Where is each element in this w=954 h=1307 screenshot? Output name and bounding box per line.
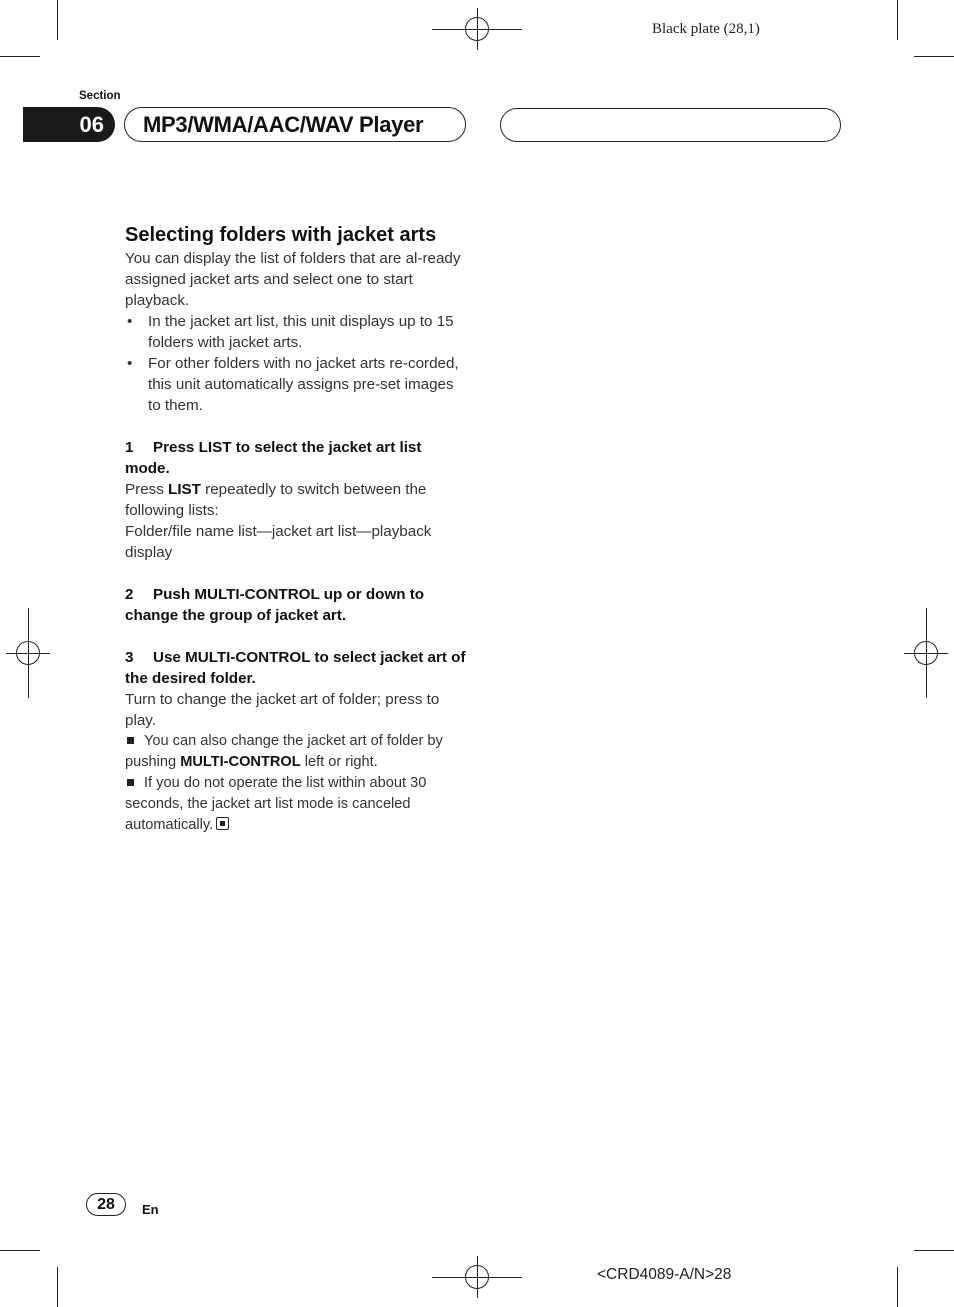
list-item <box>125 353 470 416</box>
intro-paragraph: You can display the list of folders that are al-ready assigned jacket arts and select one to start playback. <box>125 250 461 309</box>
end-of-section-icon <box>216 817 229 830</box>
note-square-icon <box>127 779 134 786</box>
registration-circle-icon <box>465 1265 489 1289</box>
section-number-tab <box>23 107 115 142</box>
step-1-title <box>125 437 470 479</box>
step-title-text: Press LIST to select the jacket art list mode. <box>125 439 422 477</box>
crop-mark <box>0 56 40 57</box>
crop-mark <box>914 56 954 57</box>
registration-circle-icon <box>16 641 40 665</box>
registration-circle-icon <box>465 17 489 41</box>
step-title-text: Use MULTI-CONTROL to select jacket art of the desired folder. <box>125 649 466 687</box>
section-heading: Selecting folders with jacket arts <box>125 224 437 246</box>
step-3-body: Turn to change the jacket art of folder; press to play. <box>125 691 440 729</box>
crop-mark <box>914 1250 954 1251</box>
plate-label: Black plate (28,1) <box>652 21 760 37</box>
step-number: 3 <box>125 649 134 666</box>
page-title-text: MP3/WMA/AAC/WAV Player <box>143 111 424 137</box>
key-name: MULTI-CONTROL <box>180 754 301 770</box>
crop-mark <box>897 1267 898 1307</box>
crop-mark <box>0 1250 40 1251</box>
crop-mark <box>57 0 58 40</box>
step-2-title <box>125 584 470 626</box>
section-label: Section <box>79 90 121 102</box>
bullet-text: In the jacket art list, this unit displays up to 15 folders with jacket arts. <box>148 313 454 351</box>
step-3-title <box>125 647 470 689</box>
step-1-body <box>125 479 470 521</box>
step-number: 2 <box>125 586 134 603</box>
note-text: You can also change the jacket art of folder by pushing <box>125 733 443 770</box>
bullet-text: For other folders with no jacket arts re-corded, this unit automatically assigns pre-set images to them. <box>148 355 459 414</box>
note-text: If you do not operate the list within about 30 seconds, the jacket art list mode is canceled automatically. <box>125 775 427 833</box>
key-name: LIST <box>168 481 201 498</box>
note-2 <box>125 773 470 836</box>
bullet-icon: • <box>127 313 133 330</box>
page-number: 28 <box>97 1195 115 1213</box>
step-1-sequence: Folder/file name list—jacket art list—playback display <box>125 523 432 561</box>
registration-circle-icon <box>914 641 938 665</box>
language-label: En <box>142 1202 159 1217</box>
crop-mark <box>897 0 898 40</box>
step-number: 1 <box>125 439 134 456</box>
bullet-icon: • <box>127 355 133 372</box>
note-square-icon <box>127 737 134 744</box>
crop-mark <box>57 1267 58 1307</box>
note-1 <box>125 731 470 773</box>
step-body-text: repeatedly to switch between the following lists: <box>125 481 427 519</box>
main-content <box>125 222 470 836</box>
empty-header-box <box>500 108 841 142</box>
page-number-badge <box>86 1193 126 1216</box>
page-title <box>124 107 466 142</box>
list-item <box>125 311 470 353</box>
document-code: <CRD4089-A/N>28 <box>597 1266 732 1283</box>
section-number: 06 <box>79 111 104 137</box>
step-title-text: Push MULTI-CONTROL up or down to change the group of jacket art. <box>125 586 425 624</box>
step-body-text: Press <box>125 481 169 498</box>
note-text: left or right. <box>300 754 378 770</box>
